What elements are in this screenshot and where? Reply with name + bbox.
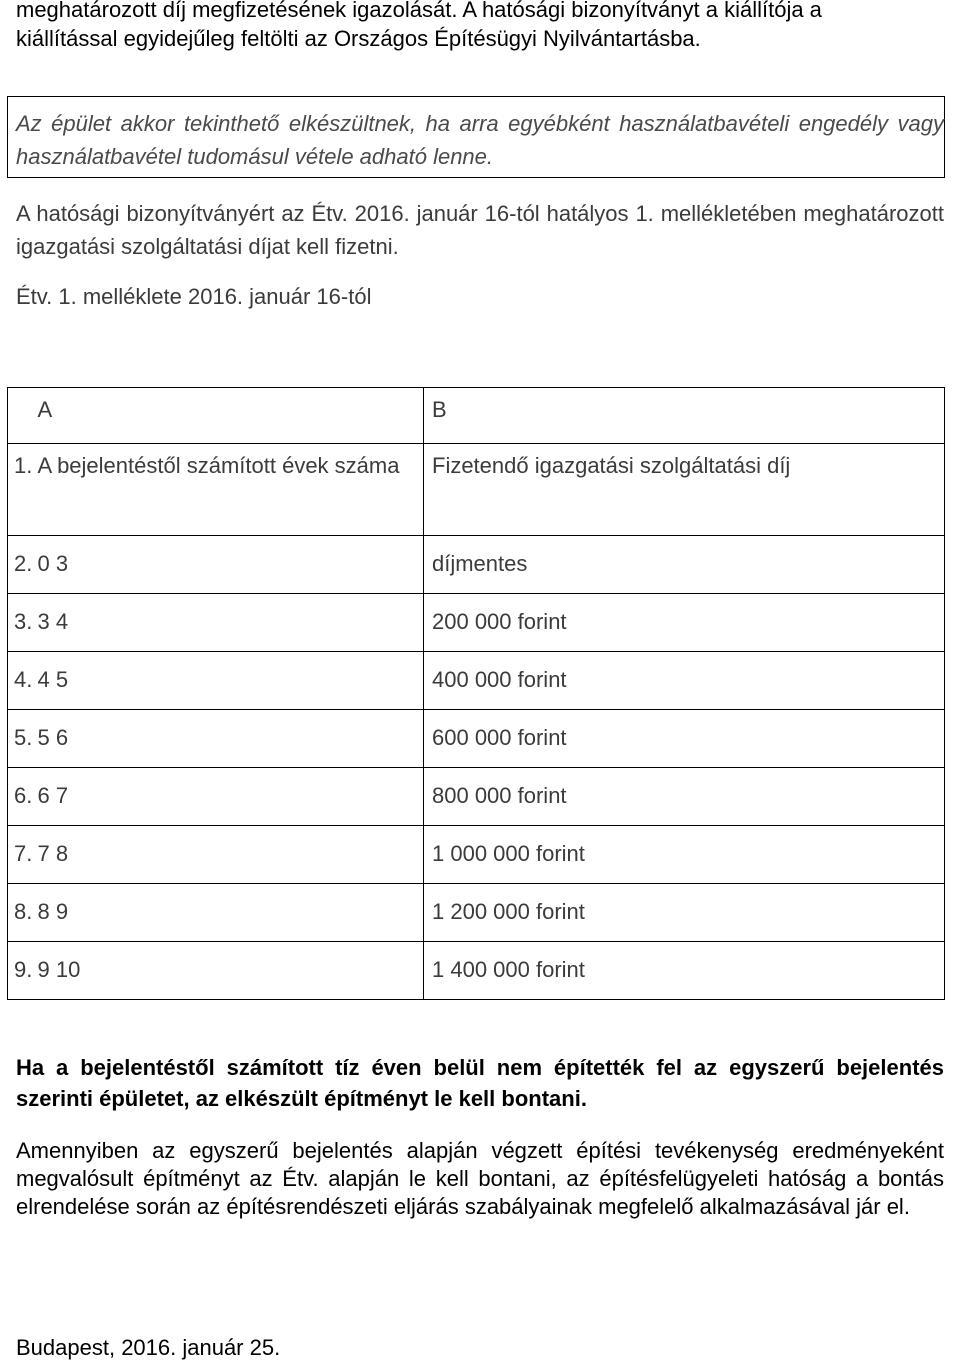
note-box-text: Az épület akkor tekinthető elkészültnek, ha arra egyébként használatbavételi engedély vagy használatbavétel tudomásul vétele adható lenne.	[16, 111, 944, 169]
demolition-paragraph: Amennyiben az egyszerű bejelentés alapján végzett építési tevékenység eredményeként megvalósult építményt az Étv. alapján le kell bontani, az építésfelügyeleti hatóság a bontás elrendelése során az építésrendészeti eljárás szabályainak megfelelő alkalmazásával jár el.	[16, 1138, 944, 1219]
row-years: 8 9	[34, 884, 424, 942]
intro-paragraph	[16, 0, 944, 53]
row-fee: 1 200 000 forint	[424, 884, 945, 942]
row-years: 5 6	[34, 710, 424, 768]
table-corner-cell	[8, 388, 34, 444]
header-years: A bejelentéstől számított évek száma	[34, 444, 424, 536]
row-number: 3.	[8, 594, 34, 652]
row-years: 9 10	[34, 942, 424, 1000]
table-header-row	[8, 444, 945, 536]
table-row	[8, 826, 945, 884]
row-number: 4.	[8, 652, 34, 710]
row-fee: 1 400 000 forint	[424, 942, 945, 1000]
column-a-label: A	[34, 388, 424, 444]
table-row	[8, 942, 945, 1000]
table-row	[8, 768, 945, 826]
row-fee: 800 000 forint	[424, 768, 945, 826]
row-number: 6.	[8, 768, 34, 826]
row-fee: 200 000 forint	[424, 594, 945, 652]
demolition-notice: Ha a bejelentéstől számított tíz éven belül nem építették fel az egyszerű bejelentés szerinti épületet, az elkészült építményt le kell bontani.	[16, 1055, 944, 1111]
row-number: 2.	[8, 536, 34, 594]
table-row	[8, 710, 945, 768]
intro-line-1: meghatározott díj megfizetésének igazolását. A hatósági bizonyítványt a kiállítója a	[16, 0, 822, 22]
row-number: 1.	[8, 444, 34, 536]
column-b-label: B	[424, 388, 945, 444]
row-fee: díjmentes	[424, 536, 945, 594]
row-years: 3 4	[34, 594, 424, 652]
row-years: 6 7	[34, 768, 424, 826]
table-row	[8, 884, 945, 942]
table-row	[8, 652, 945, 710]
annex-title: Étv. 1. melléklete 2016. január 16-tól	[16, 284, 372, 309]
row-fee: 1 000 000 forint	[424, 826, 945, 884]
table-row	[8, 594, 945, 652]
row-number: 7.	[8, 826, 34, 884]
row-years: 0 3	[34, 536, 424, 594]
table-row	[8, 536, 945, 594]
row-number: 5.	[8, 710, 34, 768]
intro-line-2: kiállítással egyidejűleg feltölti az Országos Építésügyi Nyilvántartásba.	[16, 26, 701, 51]
row-fee: 600 000 forint	[424, 710, 945, 768]
fee-table	[7, 387, 945, 1000]
row-years: 7 8	[34, 826, 424, 884]
header-fee: Fizetendő igazgatási szolgáltatási díj	[424, 444, 945, 536]
fee-paragraph: A hatósági bizonyítványért az Étv. 2016. január 16-tól hatályos 1. mellékletében meghatározott igazgatási szolgáltatási díjat kell fizetni.	[16, 201, 944, 259]
row-number: 9.	[8, 942, 34, 1000]
table-column-header-row	[8, 388, 945, 444]
row-years: 4 5	[34, 652, 424, 710]
date-line: Budapest, 2016. január 25.	[16, 1335, 281, 1360]
row-fee: 400 000 forint	[424, 652, 945, 710]
row-number: 8.	[8, 884, 34, 942]
